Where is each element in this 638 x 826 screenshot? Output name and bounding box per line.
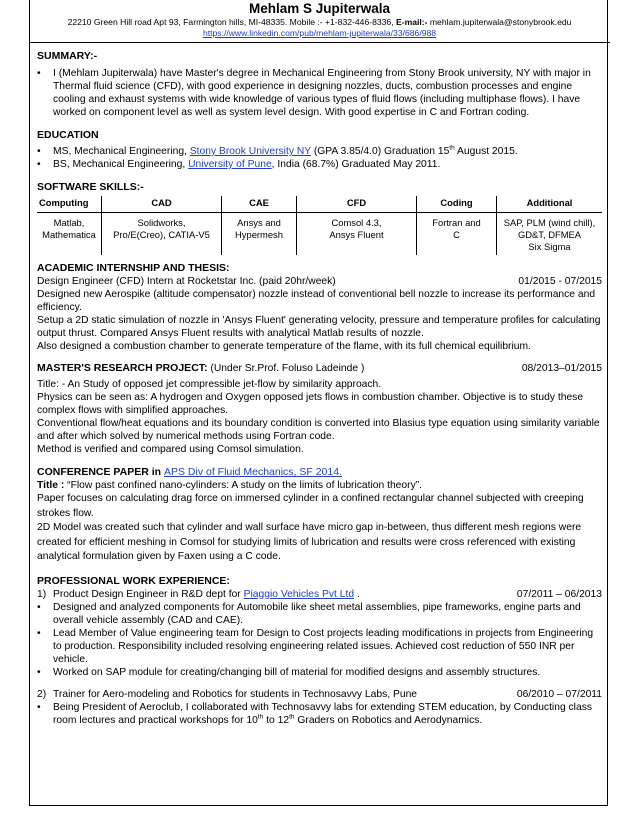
skills-section bbox=[37, 180, 602, 255]
internship-line: Also designed a combustion chamber to generate temperature of the flame, with its full chemical equilibrium. bbox=[37, 341, 531, 352]
cell-line: Mathematica bbox=[42, 229, 96, 240]
job2-number: 2) bbox=[37, 688, 47, 700]
cell-cad bbox=[102, 213, 222, 256]
stony-brook-link[interactable]: Stony Brook University NY bbox=[189, 146, 311, 157]
cell-line: SAP, PLM (wind chill), bbox=[503, 217, 596, 228]
cell-line: Pro/E(Creo), CATIA-V5 bbox=[113, 229, 210, 240]
job2-sup: th bbox=[289, 713, 295, 721]
ms-degree: MS, Mechanical Engineering, bbox=[53, 146, 187, 157]
conference-line: 2D Model was created such that cylinder and wall surface have micro gap in-between, thus different mesh regions were created for efficient meshing in Comsol for studying limits of lubrication and results were cross referenced with existing analytical formulation given by Faxen using a C code. bbox=[37, 522, 582, 562]
conference-title bbox=[37, 479, 602, 492]
summary-bullet: • I (Mehlam Jupiterwala) have Master's degree in Mechanical Engineering from Stony Brook university, NY with major in Thermal fluid science (CFD), with good experience in designing nozzles, ducts, combustion processes and engine cooling and exhaust systems with wide knowledge of various types of fluid flows (including multiphase flows). I have worked on component level as well as system level design. With good expertise in C and Fortran coding. bbox=[37, 67, 602, 119]
research-line: Method is verified and compared using Comsol simulation. bbox=[37, 444, 304, 455]
address-text: 22210 Green Hill road Apt 93, Farmington hills, MI-48335. Mobile :- +1-832-446-8336, bbox=[67, 17, 394, 27]
email-label: E-mail:- bbox=[395, 17, 428, 27]
research-heading: MASTER'S RESEARCH PROJECT: bbox=[37, 362, 208, 374]
email-text: mehlam.jupiterwala@stonybrook.edu bbox=[429, 17, 572, 27]
resume-content bbox=[37, 0, 602, 727]
ms-gpa: (GPA 3.85/4.0) Graduation 15 bbox=[313, 146, 450, 157]
conference-heading: CONFERENCE PAPER in bbox=[37, 466, 162, 478]
cell-line: C bbox=[453, 229, 460, 240]
research-advisor: (Under Sr.Prof. Foluso Ladeinde ) bbox=[210, 363, 365, 374]
summary-section bbox=[37, 49, 602, 119]
education-bs bbox=[37, 158, 602, 171]
education-ms bbox=[37, 145, 602, 158]
pune-link[interactable]: University of Pune bbox=[188, 159, 272, 170]
research-dates: 08/2013–01/2015 bbox=[521, 363, 602, 374]
job1-bullet: • Lead Member of Value engineering team for Design to Cost projects leading modifications in projects from Engineering to production. Responsibility included resolving engineering related issues. Achieved cost reduction of 550 INR per vehicle. bbox=[37, 627, 602, 666]
research-heading-row bbox=[37, 362, 602, 375]
work-section bbox=[37, 574, 602, 727]
job2-row bbox=[37, 688, 602, 701]
cell-line: Matlab, bbox=[53, 217, 85, 228]
job2-text: Being President of Aeroclub, I collaborated with Technosavvy labs for extending STEM education, by Conducting class room lectures and practical workshops for 10 bbox=[53, 701, 592, 726]
linkedin-link[interactable]: https://www.linkedin.com/pub/mehlam-jupiterwala/33/686/988 bbox=[202, 28, 437, 38]
job1-number: 1) bbox=[37, 588, 47, 600]
cell-computing bbox=[37, 213, 102, 256]
skills-table bbox=[37, 196, 602, 255]
job2-title: Trainer for Aero-modeling and Robotics for students in Technosavvy Labs, Pune bbox=[53, 688, 418, 700]
job1-bullet: • Designed and analyzed components for Automobile like sheet metal assemblies, pipe frameworks, engine parts and overall vehicle assembly (CAD and CAE). bbox=[37, 601, 602, 627]
education-section bbox=[37, 128, 602, 171]
work-heading: PROFESSIONAL WORK EXPERIENCE: bbox=[37, 574, 230, 587]
cell-line: Ansys Fluent bbox=[329, 229, 384, 240]
candidate-name: Mehlam S Jupiterwala bbox=[248, 1, 391, 16]
cell-line: Comsol 4.3, bbox=[331, 217, 382, 228]
header-divider bbox=[29, 42, 610, 43]
job2-sup: th bbox=[257, 713, 264, 721]
cell-line: Six Sigma bbox=[528, 241, 571, 252]
job1-period: . bbox=[356, 588, 360, 600]
job1-title: Product Design Engineer in R&D dept for bbox=[53, 588, 241, 600]
col-coding: Coding bbox=[417, 196, 497, 213]
aps-link[interactable]: APS Div of Fluid Mechanics, SF 2014. bbox=[164, 466, 342, 478]
cell-coding bbox=[417, 213, 497, 256]
internship-dates: 01/2015 - 07/2015 bbox=[518, 276, 602, 287]
internship-line: Setup a 2D static simulation of nozzle in 'Ansys Fluent' generating velocity, pressure and temperature profiles for calculating output thrust. Compared Ansys Fluent results with analytical Matlab results of nozzle. bbox=[37, 315, 601, 339]
conference-section bbox=[37, 465, 602, 565]
title-label: Title : bbox=[37, 480, 65, 491]
cell-additional bbox=[497, 213, 603, 256]
job2-text-mid: to 12 bbox=[266, 714, 290, 726]
skills-header-row bbox=[37, 196, 602, 213]
conference-line: Paper focuses on calculating drag force on immersed cylinder in a confined rectangular channel subjected with creeping strokes flow. bbox=[37, 493, 584, 519]
cell-line: Ansys and bbox=[237, 217, 281, 228]
title-text: “Flow past confined nano-cylinders: A study on the limits of lubrication theory”. bbox=[67, 480, 423, 491]
internship-heading: ACADEMIC INTERNSHIP AND THESIS: bbox=[37, 262, 230, 274]
ms-sup: th bbox=[449, 144, 455, 152]
internship-section bbox=[37, 261, 602, 353]
cell-line: Solidworks, bbox=[137, 217, 186, 228]
research-line: Title: - An Study of opposed jet compressible jet-flow by similarity approach. bbox=[37, 379, 382, 390]
cell-line: GD&T, DFMEA bbox=[517, 229, 582, 240]
conference-heading-row bbox=[37, 465, 602, 479]
col-cae: CAE bbox=[222, 196, 297, 213]
cell-line: Hypermesh bbox=[235, 229, 283, 240]
col-cfd: CFD bbox=[297, 196, 417, 213]
skills-heading: SOFTWARE SKILLS:- bbox=[37, 181, 144, 193]
piaggio-link[interactable]: Piaggio Vehicles Pvt Ltd bbox=[243, 588, 355, 600]
cell-line: Fortran and bbox=[432, 217, 481, 228]
ms-grad-date: August 2015. bbox=[457, 146, 518, 157]
linkedin-line bbox=[37, 28, 602, 39]
contact-line bbox=[37, 17, 602, 28]
job2-dates: 06/2010 – 07/2011 bbox=[516, 688, 602, 700]
cell-cfd bbox=[297, 213, 417, 256]
job2-text-end: Graders on Robotics and Aerodynamics. bbox=[297, 714, 483, 726]
bs-degree: BS, Mechanical Engineering, bbox=[53, 159, 186, 170]
summary-heading: SUMMARY:- bbox=[37, 50, 98, 62]
bs-details: , India (68.7%) Graduated May 2011. bbox=[271, 159, 441, 170]
internship-line: Designed new Aerospike (altitude compensator) nozzle instead of conventional bell nozzle to increase its performance and efficiency. bbox=[37, 289, 596, 313]
job1-dates: 07/2011 – 06/2013 bbox=[516, 588, 602, 600]
internship-role-row bbox=[37, 275, 602, 288]
research-line: Conventional flow/heat equations and its boundary condition is converted into Blasius type equation using similarity variable and after which solved by numerical methods using Fortran code. bbox=[37, 418, 600, 442]
education-heading: EDUCATION bbox=[37, 129, 99, 141]
col-cad: CAD bbox=[102, 196, 222, 213]
cell-cae bbox=[222, 213, 297, 256]
col-computing: Computing bbox=[37, 196, 102, 213]
col-additional: Additional bbox=[497, 196, 603, 213]
job1-bullet: • Worked on SAP module for creating/changing bill of material for modified designs and assembly structures. bbox=[37, 666, 602, 679]
skills-values-row bbox=[37, 213, 602, 256]
job2-bullet bbox=[37, 701, 602, 727]
research-section bbox=[37, 362, 602, 456]
internship-role: Design Engineer (CFD) Intern at Rocketstar Inc. (paid 20hr/week) bbox=[37, 276, 336, 287]
job1-row bbox=[37, 588, 602, 601]
research-line: Physics can be seen as: A hydrogen and Oxygen opposed jets flows in combustion chamber. Objective is to study these complex flows with simplified approaches. bbox=[37, 392, 584, 416]
